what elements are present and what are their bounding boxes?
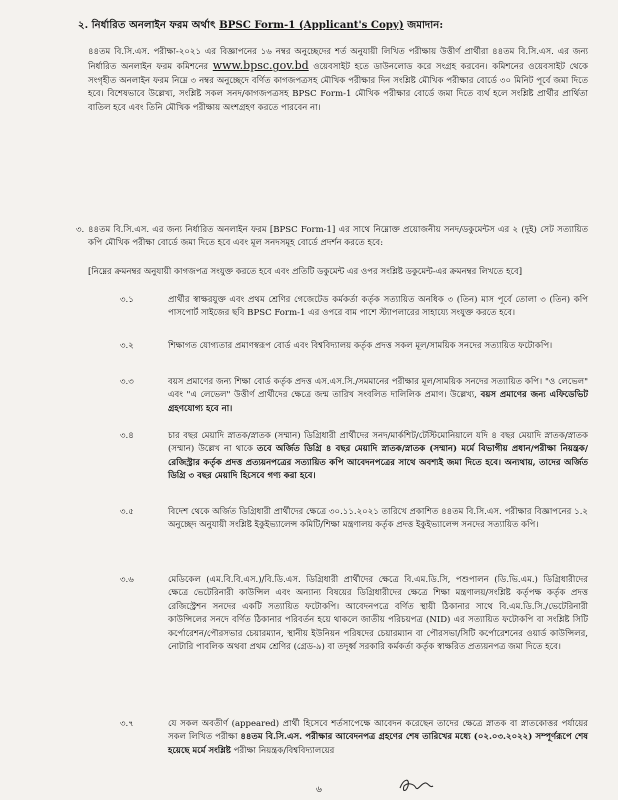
item-3-3-body: বয়স প্রমাণের জন্য শিক্ষা বোর্ড কর্তৃক প্রদত্ত এস.এস.সি./সমমানের পরীক্ষার মূল/সাময়িক সনদের সত্যায়িত কপি। "ও লেভেল" এবং "এ লেভেল" উত্তীর্ণ প্রার্থীদের ক্ষেত্রে জন্ম তারিখ সংবলিত দালিলিক প্রমাণ। উল্লেখ্য, xyxy=(168,377,588,401)
item-3-2-text: শিক্ষাগত যোগ্যতার প্রমাণস্বরূপ বোর্ড এবং বিশ্ববিদ্যালয় কর্তৃক প্রদত্ত সকল মূল/সাময়িক সনদের সত্যায়িত ফটোকপি। xyxy=(168,341,553,351)
item-3-1-text: প্রার্থীর স্বাক্ষরযুক্ত এবং প্রথম শ্রেণির গেজেটেড কর্মকর্তা কর্তৃক সত্যায়িত অনধিক ৩ (তিন) মাস পূর্বে তোলা ৩ (তিন) কপি পাসপোর্ট সাইজের ছবি BPSC Form-1 এর ওপরে বাম পাশে স্ট্যাপলারের সাহায্যে সংযুক্ত করতে হবে। xyxy=(168,295,588,319)
paragraph-online-form xyxy=(88,46,588,115)
item-3-7-body: যে সকল অবতীর্ণ (appeared) প্রার্থী হিসেবে শর্তসাপেক্ষে আবেদন করেছেন তাদের ক্ষেত্রে স্নাতক বা স্নাতকোত্তর পর্যায়ের সকল লিখিত পরীক্ষা xyxy=(168,719,588,743)
item-3-5-text: বিদেশ থেকে অর্জিত ডিগ্রিধারী প্রার্থীদের ক্ষেত্রে ৩০.১১.২০২১ তারিখে প্রকাশিত ৪৪তম বি.সি.এস. পরীক্ষার বিজ্ঞাপনের ১.২ অনুচ্ছেদ অনুযায়ী সংশ্লিষ্ট ইকুইভ্যালেন্স কমিটি/শিক্ষা মন্ত্রণালয় কর্তৃক প্রদত্ত ইকুইভ্যালেন্স সনদের সত্যায়িত কপি। xyxy=(168,507,588,531)
item-3-7-tail: পরীক্ষা নিয়ন্ত্রক/বিশ্ববিদ্যালয়ের xyxy=(230,745,335,756)
para1-after-url: ওয়েবসাইট হতে ডাউনলোড করে সংগ্রহ করবেন। কমিশনের ওয়েবসাইট থেকে সংগৃহীত অনলাইন ফরম নিম্নে ৩ নম্বর অনুচ্ছেদে বর্ণিত কাগজপত্রসহ মৌখিক পরীক্ষার দিন সংশ্লিষ্ট মৌখিক পরীক্ষার বোর্ডে ৩০ মিনিট পূর্বে জমা দিতে হবে। বিশেষভাবে উল্লেখ্য, সংশ্লিষ্ট সকল সনদ/কাগজপত্রসহ BPSC Form-1 মৌখিক পরীক্ষার বোর্ডে জমা দিতে ব্যর্থ হলে সংশ্লিষ্ট প্রার্থীর প্রার্থিতা বাতিল হবে এবং তিনি মৌখিক পরীক্ষায় অংশগ্রহণ করতে পারবেন না। xyxy=(88,62,588,113)
para1-before-url: ৪৪তম বি.সি.এস. পরীক্ষা-২০২১ এর বিজ্ঞাপনের ১৬ নম্বর অনুচ্ছেদের শর্ত অনুযায়ী লিখিত পরীক্ষায় উত্তীর্ণ প্রার্থীরা ৪৪তম বি.সি.এস. এর জন্য নির্ধারিত অনলাইন ফরম কমিশনের xyxy=(88,47,588,73)
section-heading xyxy=(78,18,598,32)
heading-prefix: ২. নির্ধারিত অনলাইন ফরম অর্থাৎ xyxy=(78,19,220,31)
heading-form-name: BPSC Form-1 (Applicant's Copy) xyxy=(219,19,404,31)
item-3-2-number: ৩.২ xyxy=(120,341,134,351)
page-number: ৬ xyxy=(316,785,322,795)
bpsc-website-link[interactable]: www.bpsc.gov.bd xyxy=(212,59,309,73)
serial-number-note: [নিম্নের ক্রমনম্বর অনুযায়ী কাগজপত্র সংযুক্ত করতে হবে এবং প্রতিটি ডকুমেন্ট এর ওপর সংশ্লিষ্ট ডকুমেন্ট-এর ক্রমনম্বর লিখতে হবে] xyxy=(88,267,523,277)
item-3-5-number: ৩.৫ xyxy=(120,507,134,517)
item-3-3-text xyxy=(168,376,588,416)
para3-number: ৩. xyxy=(76,225,85,235)
item-3-4-body: চার বছর মেয়াদি স্নাতক/স্নাতক (সম্মান) ডিগ্রিধারী প্রার্থীদের সনদ/মার্কশিট/টেস্টিমোনিয়ালে যদি ৪ বছর মেয়াদি স্নাতক/স্নাতক (সম্মান) উল্লেখ না থাকে xyxy=(168,431,588,455)
para3-text: ৪৪তম বি.সি.এস. এর জন্য নির্ধারিত অনলাইন ফরম [BPSC Form-1] এর সাথে নিম্নোক্ত প্রয়োজনীয় সনদ/ডকুমেন্টস এর ২ (দুই) সেট সত্যায়িত কপি মৌখিক পরীক্ষা বোর্ডে জমা দিতে হবে এবং মূল সনদসমূহ বোর্ডে প্রদর্শন করতে হবে: xyxy=(88,225,588,249)
item-3-3-number: ৩.৩ xyxy=(120,377,134,387)
item-3-7-bold: ৪৪তম বি.সি.এস. পরীক্ষার আবেদনপত্র গ্রহণের শেষ তারিখের মধ্যে (০২.০৩.২০২২) সম্পূর্ণরূপে শেষ হয়েছে মর্মে সংশ্লিষ্ট xyxy=(168,732,589,756)
heading-suffix: জমাদান: xyxy=(403,19,444,31)
item-3-6-number: ৩.৬ xyxy=(120,575,134,585)
item-3-7-text xyxy=(168,718,588,758)
item-3-4-bold: তবে অর্জিত ডিগ্রি ৪ বছর মেয়াদি স্নাতক/স্নাতক (সম্মান) মর্মে বিভাগীয় প্রধান/পরীক্ষা নিয়ন্ত্রক/রেজিস্ট্রার কর্তৃক প্রদত্ত প্রত্যয়নপত্রের সত্যায়িত কপি আবেদনপত্রের সাথে অবশ্যই জমা দিতে হবে। অন্যথায়, তাদের অর্জিত ডিগ্রি ৩ বছর মেয়াদি হিসেবে গণ্য করা হবে। xyxy=(168,444,588,482)
item-3-7-number: ৩.৭ xyxy=(120,719,134,729)
item-3-4-text xyxy=(168,430,588,484)
item-3-6-text: মেডিকেল (এম.বি.বি.এস.)/বি.ডি.এস. ডিগ্রিধারী প্রার্থীদের ক্ষেত্রে বি.এম.ডি.সি, পশুপালন (ডি.ভি.এম.) ডিগ্রিধারীদের ক্ষেত্রে ভেটেরিনারী কাউন্সিল এবং অন্যান্য বিষয়ের ডিগ্রিধারীদের ক্ষেত্রে শিক্ষা মন্ত্রণালয়/সংশ্লিষ্ট কর্তৃপক্ষ কর্তৃক প্রদত্ত রেজিস্ট্রেশন সনদের একটি সত্যায়িত ফটোকপি। আবেদনপত্রে বর্ণিত স্থায়ী ঠিকানার সাথে বি.এম.ডি.সি./ভেটেরিনারী কাউন্সিলের সনদে বর্ণিত ঠিকানার পরিবর্তন হয়ে থাকলে জাতীয় পরিচয়পত্র (NID) এর সত্যায়িত ফটোকপি বা সংশ্লিষ্ট সিটি কর্পোরেশন/পৌরসভার চেয়ারম্যান, স্থানীয় ইউনিয়ন পরিষদের চেয়ারম্যান বা পৌরসভা/সিটি কর্পোরেশনের ওয়ার্ড কাউন্সিলর, নোটারি পাবলিক অথবা প্রথম শ্রেণির (গ্রেড-৯) বা তদূর্ধ্ব সরকারি কর্মকর্তা কর্তৃক স্বাক্ষরিত প্রত্যয়নপত্র জমা দিতে হবে। xyxy=(168,575,588,653)
initials-signature-icon xyxy=(396,774,436,796)
item-3-1-number: ৩.১ xyxy=(120,295,134,305)
item-3-3-bold: বয়স প্রমাণের জন্য এফিডেভিট গ্রহণযোগ্য হবে না। xyxy=(168,390,589,414)
paragraph-documents xyxy=(88,224,588,251)
item-3-4-number: ৩.৪ xyxy=(120,431,134,441)
